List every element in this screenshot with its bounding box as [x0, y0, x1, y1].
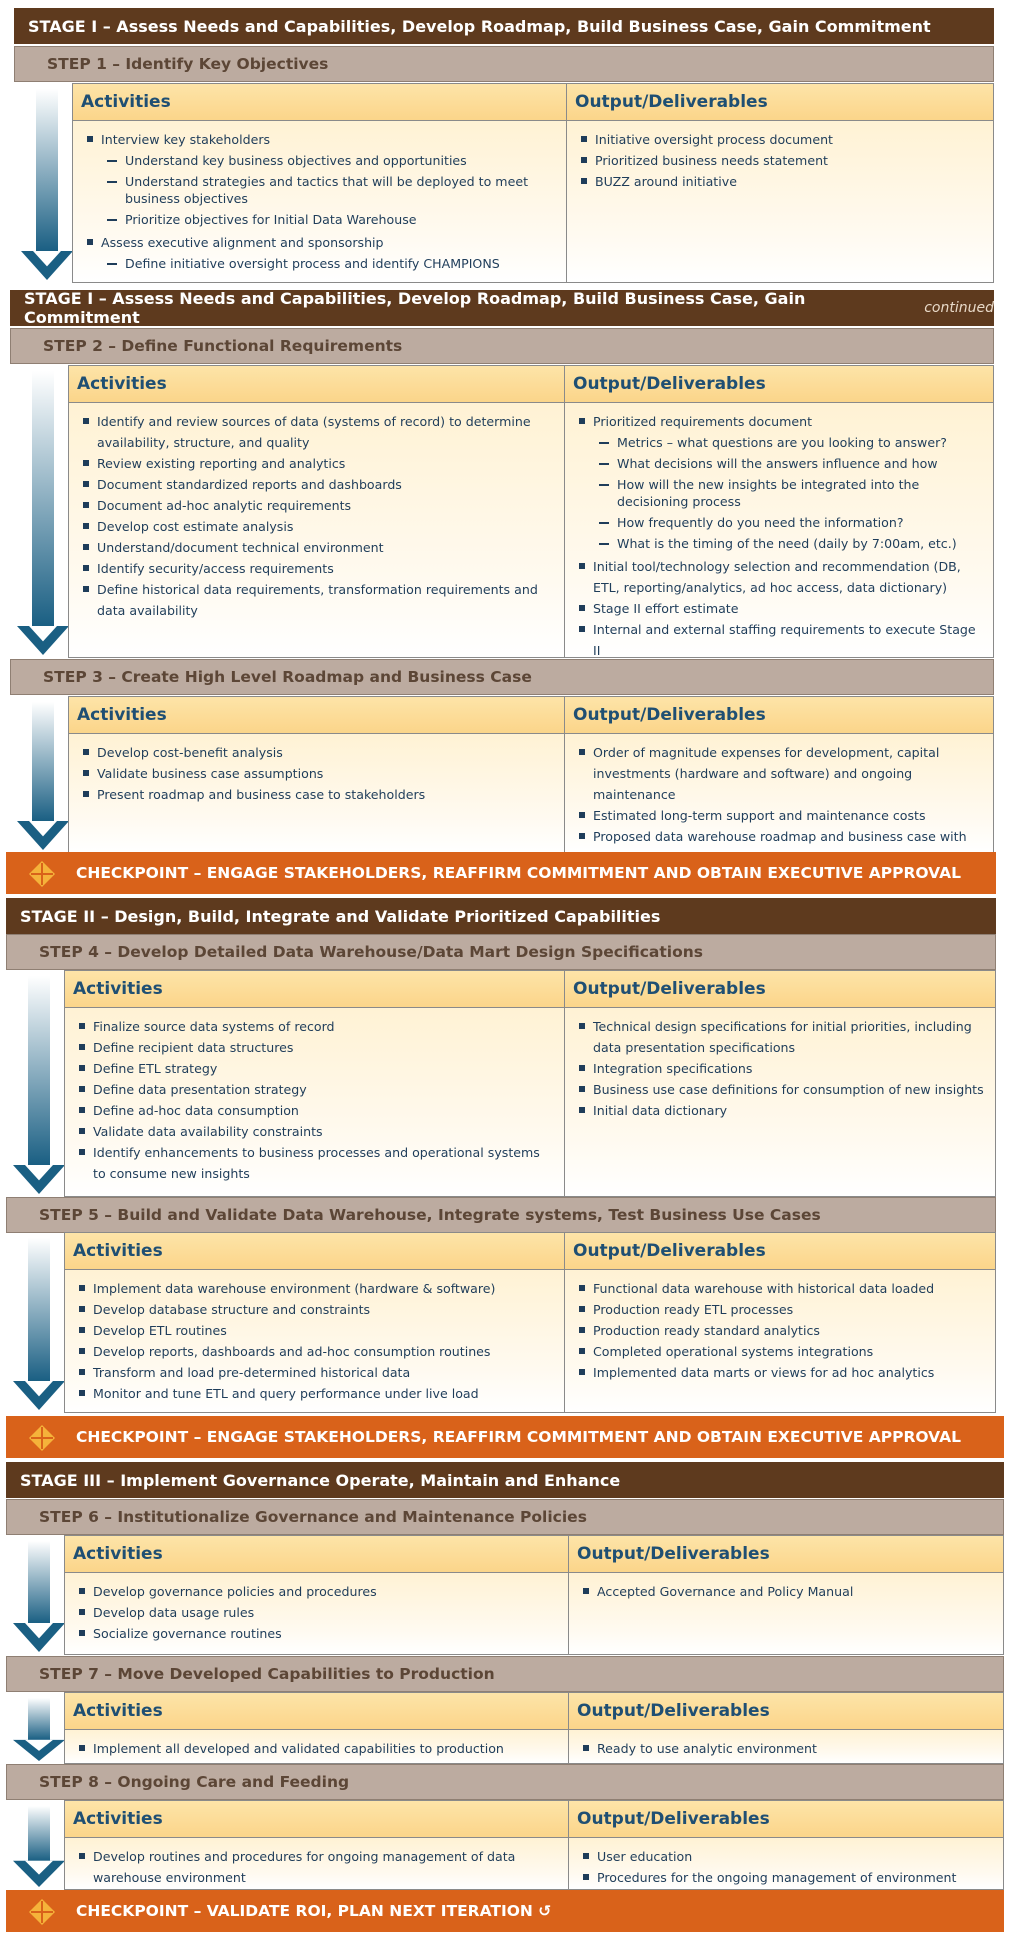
stage-2-header: STAGE II – Design, Build, Integrate and Validate Prioritized Capabilities — [6, 898, 996, 934]
down-arrow-icon — [10, 970, 68, 1197]
activities-cell — [65, 1838, 568, 1889]
activities-header: Activities — [65, 1233, 564, 1270]
output-list — [579, 1738, 993, 1759]
list-item: Define ETL strategy — [75, 1058, 554, 1079]
diamond-icon — [28, 1424, 56, 1452]
list-item: Socialize governance routines — [75, 1623, 558, 1644]
output-list — [577, 129, 983, 192]
list-item: Develop cost estimate analysis — [79, 516, 554, 537]
output-cell — [564, 734, 993, 852]
list-item: Assess executive alignment and sponsorship — [83, 232, 556, 253]
step-5-block — [6, 1232, 996, 1413]
step-table — [64, 1535, 1004, 1655]
sub-list-item: Define initiative oversight process and identify CHAMPIONS — [83, 255, 556, 272]
list-item: Develop routines and procedures for ongoing management of data warehouse environment — [75, 1846, 558, 1888]
activities-list — [75, 1581, 558, 1644]
list-item: Develop data usage rules — [75, 1602, 558, 1623]
list-item: Integration specifications — [575, 1058, 985, 1079]
sub-list-item: What decisions will the answers influence and how — [575, 455, 983, 472]
list-item: Identify enhancements to business processes and operational systems to consume new insights — [75, 1142, 554, 1184]
list-item: Production ready standard analytics — [575, 1320, 985, 1341]
output-cell — [566, 121, 993, 282]
activities-cell — [69, 734, 564, 852]
checkpoint-2: CHECKPOINT – ENGAGE STAKEHOLDERS, REAFFIRM COMMITMENT AND OBTAIN EXECUTIVE APPROVAL — [6, 1416, 1004, 1458]
sub-list-item: What is the timing of the need (daily by 7:00am, etc.) — [575, 535, 983, 552]
activities-header: Activities — [65, 971, 564, 1008]
output-cell — [568, 1730, 1003, 1763]
down-arrow-icon — [10, 1535, 68, 1655]
list-item: Initial data dictionary — [575, 1100, 985, 1121]
activities-header: Activities — [73, 84, 566, 121]
list-item: Order of magnitude expenses for development, capital investments (hardware and software) and ongoing maintenance — [575, 742, 983, 805]
list-item: Prioritized business needs statement — [577, 150, 983, 171]
list-item: Define ad-hoc data consumption — [75, 1100, 554, 1121]
output-header: Output/Deliverables — [564, 971, 995, 1008]
stage-3-header: STAGE III – Implement Governance Operate, Maintain and Enhance — [6, 1462, 1004, 1498]
step-2-header: STEP 2 – Define Functional Requirements — [10, 328, 994, 364]
output-cell — [568, 1573, 1003, 1654]
list-item: Review existing reporting and analytics — [79, 453, 554, 474]
list-item: Procedures for the ongoing management of environment — [579, 1867, 993, 1888]
list-item: Validate data availability constraints — [75, 1121, 554, 1142]
output-cell — [568, 1838, 1003, 1889]
sub-list-item: Understand strategies and tactics that will be deployed to meet business objectives — [83, 173, 556, 207]
list-item: Finalize source data systems of record — [75, 1016, 554, 1037]
output-header: Output/Deliverables — [568, 1536, 1003, 1573]
output-cell — [564, 403, 993, 657]
checkpoint-3: CHECKPOINT – VALIDATE ROI, PLAN NEXT ITERATION ↺ — [6, 1890, 1004, 1932]
step-table — [68, 365, 994, 658]
activities-cell — [65, 1730, 568, 1763]
step-table — [64, 1800, 1004, 1890]
list-item: Define recipient data structures — [75, 1037, 554, 1058]
list-item: Develop database structure and constraints — [75, 1299, 554, 1320]
list-item: Define historical data requirements, transformation requirements and data availability — [79, 579, 554, 621]
output-cell — [564, 1008, 995, 1196]
step-3-header: STEP 3 – Create High Level Roadmap and Business Case — [10, 659, 994, 695]
output-list — [575, 742, 983, 868]
output-list — [575, 411, 983, 661]
activities-list — [79, 742, 554, 805]
down-arrow-icon — [14, 365, 72, 658]
flow-arrow — [10, 1535, 68, 1659]
flow-arrow — [14, 696, 72, 857]
activities-header: Activities — [65, 1693, 568, 1730]
step-table — [64, 1232, 996, 1413]
activities-list — [75, 1738, 558, 1759]
flow-arrow — [14, 365, 72, 662]
flow-arrow — [10, 1692, 68, 1768]
list-item: Initial tool/technology selection and recommendation (DB, ETL, reporting/analytics, ad hoc access, data dictionary) — [575, 556, 983, 598]
output-header: Output/Deliverables — [566, 84, 993, 121]
sub-list-item: How will the new insights be integrated into the decisioning process — [575, 476, 983, 510]
list-item: Production ready ETL processes — [575, 1299, 985, 1320]
activities-list — [75, 1278, 554, 1404]
step-7-header: STEP 7 – Move Developed Capabilities to Production — [6, 1656, 1004, 1692]
down-arrow-icon — [14, 696, 72, 853]
flow-arrow — [10, 1800, 68, 1894]
step-8-header: STEP 8 – Ongoing Care and Feeding — [6, 1764, 1004, 1800]
list-item: Document ad-hoc analytic requirements — [79, 495, 554, 516]
activities-list — [75, 1016, 554, 1184]
activities-header: Activities — [65, 1801, 568, 1838]
list-item: Proposed data warehouse roadmap and business case with — [575, 826, 983, 868]
activities-cell — [73, 121, 566, 282]
step-3-block — [10, 696, 994, 853]
sub-list-item: How frequently do you need the information? — [575, 514, 983, 531]
list-item: Internal and external staffing requirements to execute Stage II — [575, 619, 983, 661]
list-item: Develop governance policies and procedures — [75, 1581, 558, 1602]
step-6-block — [6, 1535, 1004, 1655]
list-item: Implement all developed and validated capabilities to production — [75, 1738, 558, 1759]
list-item: Transform and load pre-determined historical data — [75, 1362, 554, 1383]
diamond-icon — [28, 860, 56, 888]
list-item: Completed operational systems integrations — [575, 1341, 985, 1362]
output-header: Output/Deliverables — [564, 1233, 995, 1270]
list-item: Initiative oversight process document — [577, 129, 983, 150]
list-item: Technical design specifications for initial priorities, including data presentation specifications — [575, 1016, 985, 1058]
list-item: Develop ETL routines — [75, 1320, 554, 1341]
down-arrow-icon — [18, 83, 76, 283]
output-header: Output/Deliverables — [568, 1801, 1003, 1838]
step-1-block — [14, 83, 994, 283]
output-list — [575, 1278, 985, 1383]
flow-arrow — [18, 83, 76, 287]
list-item: Identify and review sources of data (systems of record) to determine availability, structure, and quality — [79, 411, 554, 453]
down-arrow-icon — [10, 1692, 68, 1764]
list-item: Implemented data marts or views for ad hoc analytics — [575, 1362, 985, 1383]
activities-cell — [65, 1008, 564, 1196]
sub-list-item: Prioritize objectives for Initial Data Warehouse — [83, 211, 556, 228]
list-item: Accepted Governance and Policy Manual — [579, 1581, 993, 1602]
step-7-block — [6, 1692, 1004, 1764]
activities-header: Activities — [65, 1536, 568, 1573]
stage-1-continued-header: STAGE I – Assess Needs and Capabilities, Develop Roadmap, Build Business Case, Gain Commitment continued — [10, 290, 994, 326]
list-item: Interview key stakeholders — [83, 129, 556, 150]
list-item: Develop cost-benefit analysis — [79, 742, 554, 763]
list-item: Ready to use analytic environment — [579, 1738, 993, 1759]
output-list — [579, 1846, 993, 1888]
list-item: Estimated long-term support and maintenance costs — [575, 805, 983, 826]
list-item: Develop reports, dashboards and ad-hoc consumption routines — [75, 1341, 554, 1362]
list-item: Business use case definitions for consumption of new insights — [575, 1079, 985, 1100]
flow-arrow — [10, 970, 68, 1201]
step-8-block — [6, 1800, 1004, 1890]
step-table — [68, 696, 994, 853]
step-table — [64, 1692, 1004, 1764]
list-item: Present roadmap and business case to stakeholders — [79, 784, 554, 805]
sub-list-item: Understand key business objectives and opportunities — [83, 152, 556, 169]
activities-cell — [65, 1573, 568, 1654]
activities-header: Activities — [69, 697, 564, 734]
step-4-block — [6, 970, 996, 1197]
down-arrow-icon — [10, 1232, 68, 1413]
step-table — [72, 83, 994, 283]
output-list — [575, 1016, 985, 1121]
down-arrow-icon — [10, 1800, 68, 1890]
activities-list — [79, 411, 554, 621]
list-item: Define data presentation strategy — [75, 1079, 554, 1100]
diamond-icon — [28, 1898, 56, 1926]
list-item: Prioritized requirements document — [575, 411, 983, 432]
stage-1-header: STAGE I – Assess Needs and Capabilities, Develop Roadmap, Build Business Case, Gain Commitment — [14, 8, 994, 44]
output-header: Output/Deliverables — [564, 697, 993, 734]
activities-list — [83, 129, 556, 272]
checkpoint-1: CHECKPOINT – ENGAGE STAKEHOLDERS, REAFFIRM COMMITMENT AND OBTAIN EXECUTIVE APPROVAL — [6, 852, 996, 894]
list-item: Identify security/access requirements — [79, 558, 554, 579]
activities-cell — [65, 1270, 564, 1412]
output-header: Output/Deliverables — [568, 1693, 1003, 1730]
step-6-header: STEP 6 – Institutionalize Governance and Maintenance Policies — [6, 1499, 1004, 1535]
list-item: Functional data warehouse with historical data loaded — [575, 1278, 985, 1299]
list-item: Validate business case assumptions — [79, 763, 554, 784]
activities-header: Activities — [69, 366, 564, 403]
output-list — [579, 1581, 993, 1602]
list-item: Implement data warehouse environment (hardware & software) — [75, 1278, 554, 1299]
activities-cell — [69, 403, 564, 657]
step-1-header: STEP 1 – Identify Key Objectives — [14, 46, 994, 82]
step-4-header: STEP 4 – Develop Detailed Data Warehouse/Data Mart Design Specifications — [6, 934, 996, 970]
sub-list-item: Metrics – what questions are you looking to answer? — [575, 434, 983, 451]
list-item: Document standardized reports and dashboards — [79, 474, 554, 495]
list-item: Understand/document technical environment — [79, 537, 554, 558]
list-item: Stage II effort estimate — [575, 598, 983, 619]
step-table — [64, 970, 996, 1197]
activities-list — [75, 1846, 558, 1888]
list-item: User education — [579, 1846, 993, 1867]
step-5-header: STEP 5 – Build and Validate Data Warehouse, Integrate systems, Test Business Use Cases — [6, 1197, 996, 1233]
step-2-block — [10, 365, 994, 658]
list-item: BUZZ around initiative — [577, 171, 983, 192]
list-item: Monitor and tune ETL and query performance under live load — [75, 1383, 554, 1404]
output-cell — [564, 1270, 995, 1412]
output-header: Output/Deliverables — [564, 366, 993, 403]
flow-arrow — [10, 1232, 68, 1417]
